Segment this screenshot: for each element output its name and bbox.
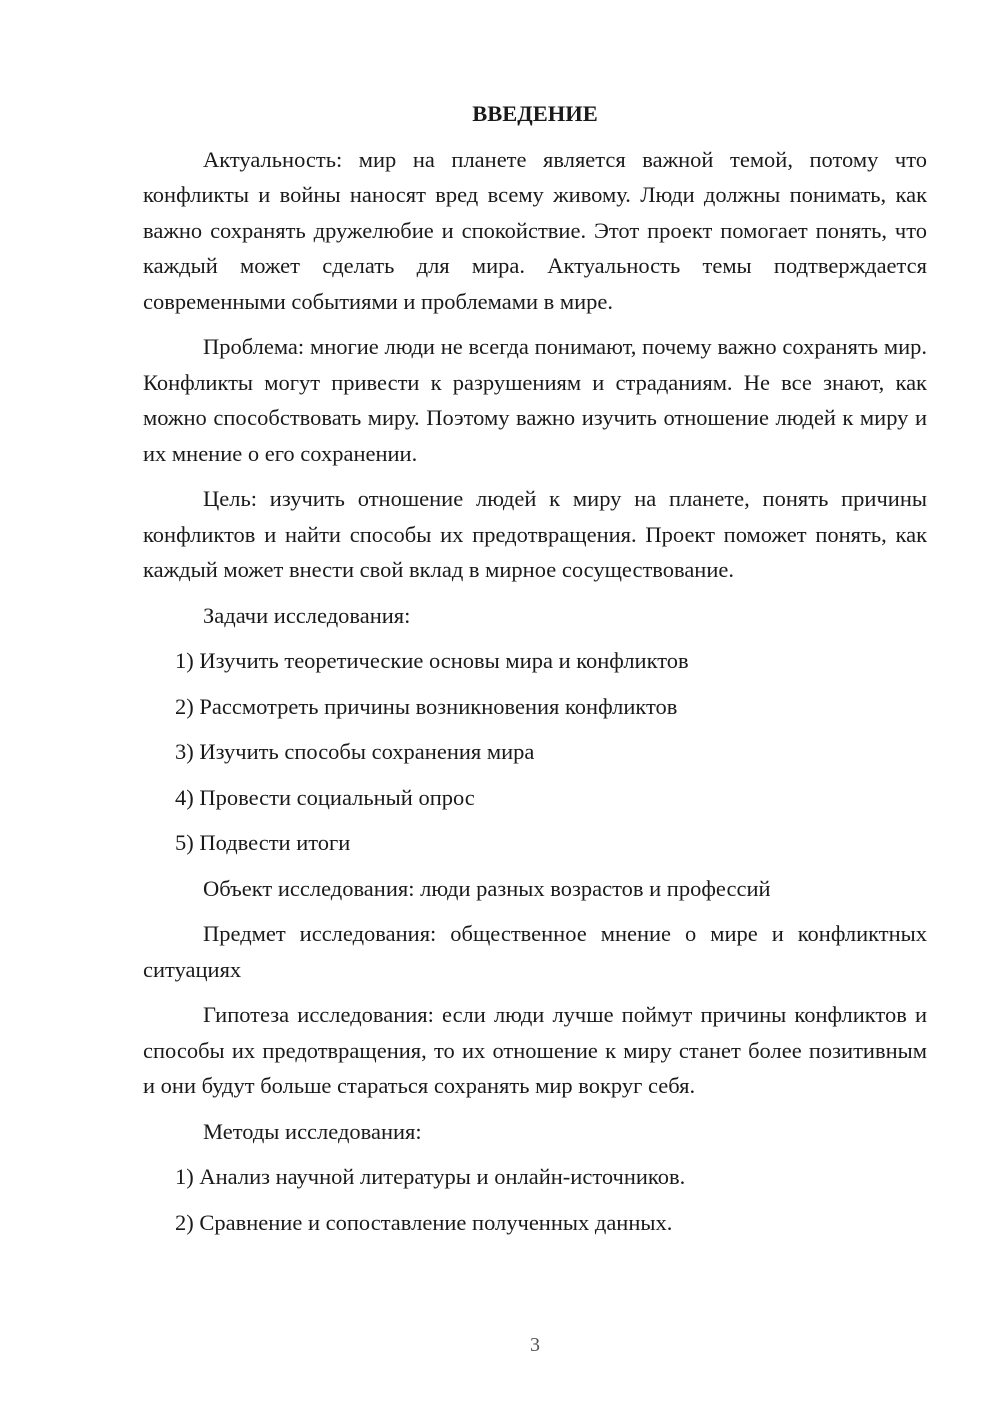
task-item-2: 2) Рассмотреть причины возникновения конфликтов — [175, 693, 678, 719]
method-item-2: 2) Сравнение и сопоставление полученных данных. — [175, 1209, 673, 1235]
subject-paragraph: Предмет исследования: общественное мнение о мире и конфликтных ситуациях — [143, 921, 927, 982]
task-item-5: 5) Подвести итоги — [175, 830, 351, 855]
relevance-paragraph: Актуальность: мир на планете является важной темой, потому что конфликты и войны наносят вред всему живому. Люди должны понимать, как важно сохранять дружелюбие и спокойствие. Этот проект помогает понять, что каждый может сделать для мира. Актуальность темы подтверждается современными событиями и проблемами в мире. — [143, 146, 927, 314]
goal-paragraph: Цель: изучить отношение людей к миру на планете, понять причины конфликтов и найти способы их предотвращения. Проект поможет понять, как каждый может внести свой вклад в мирное сосуществование. — [143, 486, 927, 582]
hypothesis-paragraph: Гипотеза исследования: если люди лучше поймут причины конфликтов и способы их предотвращения, то их отношение к миру станет более позитивным и они будут больше стараться сохранять мир вокруг себя. — [143, 1002, 927, 1098]
page-content — [143, 96, 927, 1250]
method-item-1: 1) Анализ научной литературы и онлайн-источников. — [175, 1164, 686, 1189]
section-title: ВВЕДЕНИЕ — [472, 101, 598, 126]
task-item-1: 1) Изучить теоретические основы мира и конфликтов — [175, 648, 689, 673]
object-paragraph: Объект исследования: люди разных возрастов и профессий — [203, 875, 771, 901]
task-item-4: 4) Провести социальный опрос — [175, 784, 475, 810]
page-number: 3 — [530, 1334, 540, 1356]
task-item-3: 3) Изучить способы сохранения мира — [175, 739, 535, 764]
tasks-heading: Задачи исследования: — [203, 602, 411, 628]
methods-heading: Методы исследования: — [203, 1118, 422, 1144]
problem-paragraph: Проблема: многие люди не всегда понимают, почему важно сохранять мир. Конфликты могут привести к разрушениям и страданиям. Не все знают, как можно способствовать миру. Поэтому важно изучить отношение людей к миру и их мнение о его сохранении. — [143, 334, 927, 466]
